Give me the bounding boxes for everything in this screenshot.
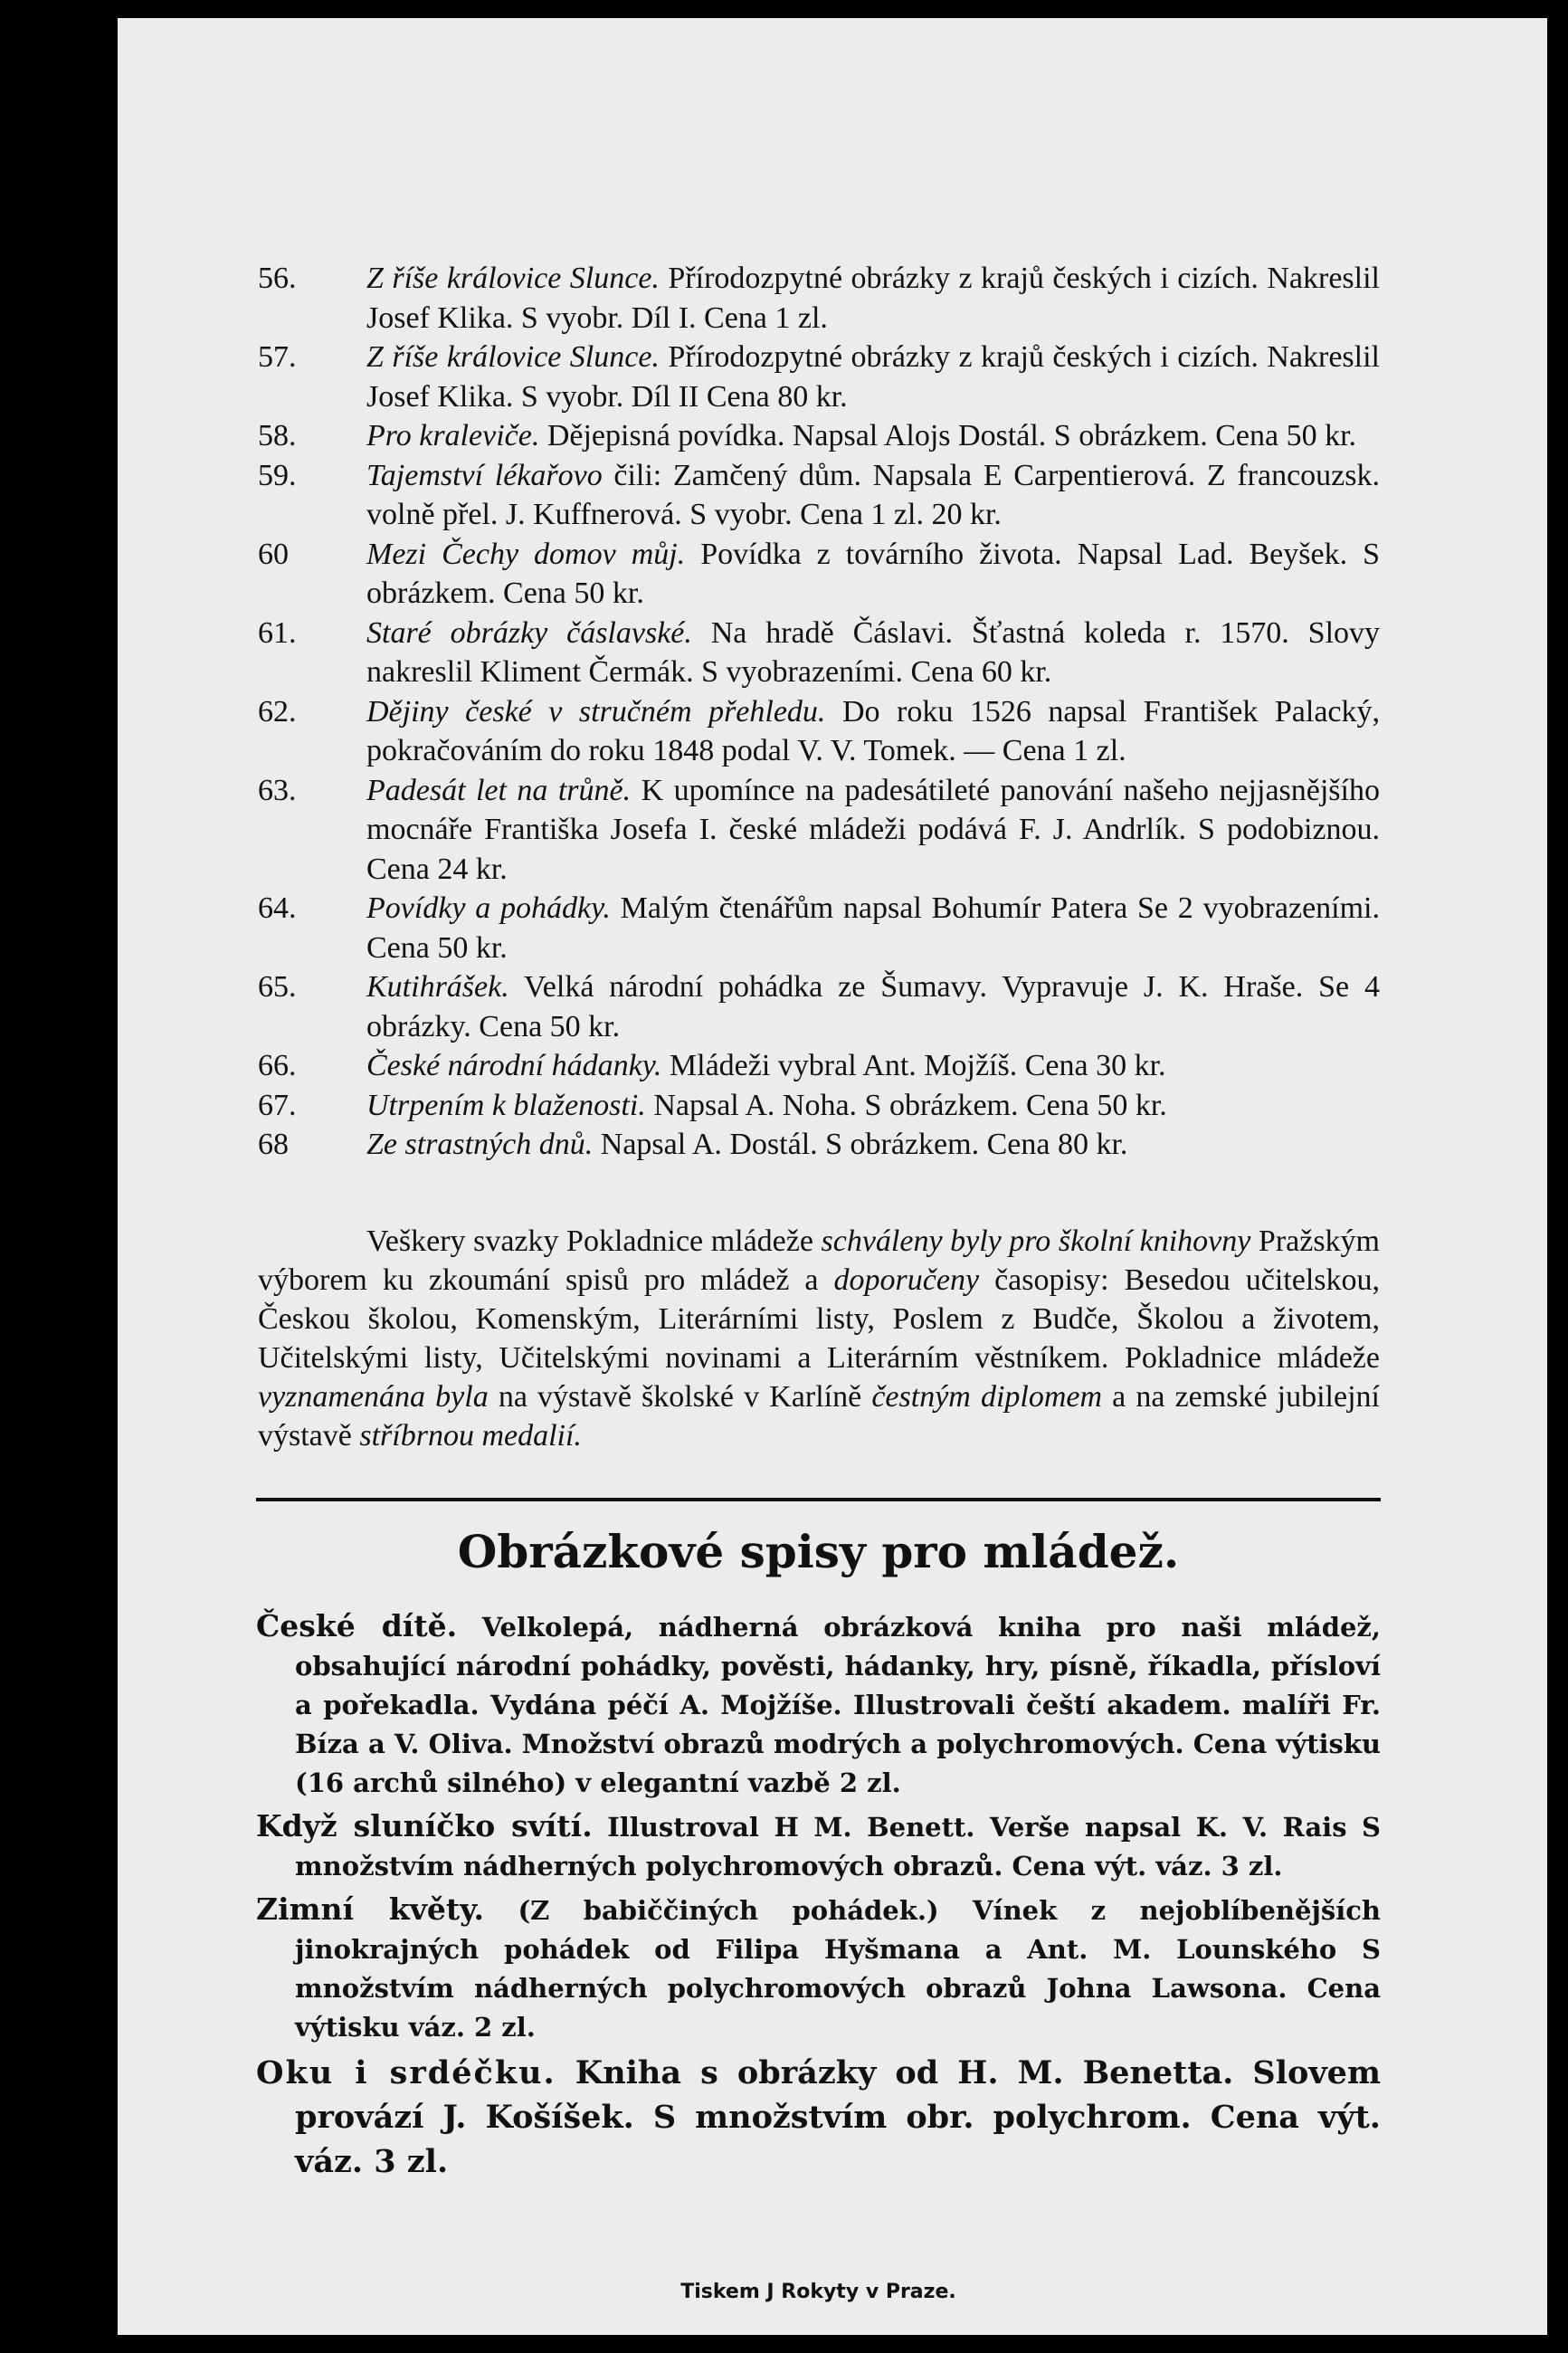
entry-number: 67. [258, 1088, 297, 1122]
section-heading: Obrázkové spisy pro mládež. [457, 1525, 1180, 1578]
catalog-entry [258, 416, 1380, 456]
note-emphasis: vyznamenána byla [258, 1380, 489, 1414]
catalog-entry [258, 259, 1380, 338]
approval-note [258, 1222, 1380, 1455]
entry-title: Povídky a pohádky. [366, 891, 611, 925]
note-text: Pražským výborem ku zkoumání spisů pro mládež a [258, 1224, 1380, 1297]
entry-title: Z říše královice Slunce. [366, 340, 660, 374]
book-entry [256, 2051, 1381, 2184]
note-emphasis: schváleny byly pro školní knihovny [821, 1224, 1251, 1258]
catalog-entries [258, 259, 1380, 1165]
entry-number: 63. [258, 773, 297, 807]
picture-books-list [256, 1606, 1381, 2187]
entry-number: 64. [258, 891, 297, 925]
entry-text: čili: Zamčený dům. Napsala E Carpentierová. Z francouzsk. volně přel. J. Kuffnerová. S vyobr. Cena 1 zl. 20 kr. [366, 458, 1381, 531]
entry-number: 68 [258, 1128, 289, 1161]
entry-number: 57. [258, 340, 297, 374]
entry-text: Přírodozpytné obrázky z krajů českých i cizích. Nakreslil Josef Klika. S vyobr. Díl II Cena 80 kr. [366, 340, 1381, 414]
entry-title: Z říše královice Slunce. [366, 262, 660, 295]
entry-title: Staré obrázky čáslavské. [366, 615, 692, 650]
entry-number: 65. [258, 970, 297, 1004]
entry-number: 59. [258, 458, 297, 492]
entry-text: Do roku 1526 napsal František Palacký, pokračováním do roku 1848 podal V. V. Tomek. — Cena 1 zl. [366, 694, 1380, 767]
entry-title: České národní hádanky. [366, 1049, 662, 1082]
entry-text: Přírodozpytné obrázky z krajů českých i cizích. Nakreslil Josef Klika. S vyobr. Díl I. Cena 1 zl. [366, 262, 1381, 335]
entry-number: 61. [258, 615, 297, 650]
entry-text: Napsal A. Dostál. S obrázkem. Cena 80 kr. [593, 1128, 1128, 1161]
book-entry [256, 1806, 1381, 1886]
entry-title: Dějiny české v stručném přehledu. [366, 694, 826, 729]
entry-text: Povídka z továrního života. Napsal Lad. Beyšek. S obrázkem. Cena 50 kr. [366, 537, 1380, 610]
entry-number: 62. [258, 694, 297, 729]
catalog-entry [258, 535, 1380, 614]
entry-title: Padesát let na trůně. [366, 773, 632, 807]
book-title: České dítě. [256, 1608, 458, 1643]
entry-text: Dějepisná povídka. Napsal Alojs Dostál. S obrázkem. Cena 50 kr. [539, 419, 1357, 452]
note-text: časopisy: Besedou učitelskou, Českou školou, Komenským, Literárními listy, Poslem z Budče, Školou a životem, Učitelskými listy, Učitelskými novinami a Literárním věstníkem. Pokladnice mládeže [258, 1263, 1380, 1375]
entry-number: 56. [258, 262, 297, 295]
entry-title: Pro kraleviče. [366, 419, 540, 452]
catalog-entry [258, 1046, 1380, 1086]
book-entry [256, 1890, 1381, 2047]
entry-number: 58. [258, 419, 297, 452]
catalog-entry [258, 1125, 1380, 1165]
entry-number: 60 [258, 537, 289, 571]
note-emphasis: stříbrnou medalií. [359, 1419, 582, 1453]
catalog-entry [258, 771, 1380, 890]
entry-title: Mezi Čechy domov můj. [366, 537, 686, 571]
book-title: Zimní květy. [256, 1891, 485, 1927]
entry-text: Napsal A. Noha. S obrázkem. Cena 50 kr. [645, 1088, 1167, 1122]
book-title: Oku i srdéčku. [256, 2054, 556, 2091]
book-entry [256, 1606, 1381, 1803]
note-text: Veškery svazky Pokladnice mládeže [366, 1224, 822, 1258]
entry-text: Mládeži vybral Ant. Mojžíš. Cena 30 kr. [661, 1049, 1166, 1082]
entry-text: K upomínce na padesátileté panování našeho nejjasnějšího mocnáře Františka Josefa I. české mládeži podává F. J. Andrlík. S podobiznou. Cena 24 kr. [366, 773, 1380, 886]
catalog-entry [258, 614, 1380, 692]
entry-title: Ze strastných dnů. [366, 1128, 594, 1161]
book-text: Kniha s obrázky od H. M. Benetta. Slovem provází J. Košíšek. S množstvím obr. polychrom. Cena výt. váz. 3 zl. [295, 2054, 1381, 2180]
catalog-entry [258, 967, 1380, 1046]
entry-number: 66. [258, 1049, 297, 1082]
catalog-entry [258, 338, 1380, 416]
book-text: Velkolepá, nádherná obrázková kniha pro naši mládež, obsahující národní pohádky, pověsti, hádanky, hry, písně, říkadla, přísloví a pořekadla. Vydána péčí A. Mojžíše. Illustrovali čeští akadem. malíři Fr. Bíza a V. Oliva. Množství obrazů modrých a polychromových. Cena výtisku (16 archů silného) v elegantní vazbě 2 zl. [295, 1612, 1381, 1798]
entry-title: Tajemství lékařovo [366, 458, 603, 492]
section-divider [256, 1498, 1381, 1501]
note-text: a na zemské jubilejní výstavě [258, 1380, 1380, 1453]
catalog-entry [258, 692, 1380, 771]
catalog-entry [258, 889, 1380, 967]
catalog-entry [258, 456, 1380, 535]
printer-imprint: Tiskem J Rokyty v Praze. [680, 2281, 956, 2303]
note-emphasis: čestným diplomem [871, 1380, 1103, 1414]
entry-title: Kutihrášek. [366, 970, 509, 1004]
book-text: (Z babiččiných pohádek.) Vínek z nejoblíbenějších jinokrajných pohádek od Filipa Hyšmana a Ant. M. Lounského S množstvím nádherných polychromových obrazů Johna Lawsona. Cena výtisku váz. 2 zl. [295, 1895, 1382, 2043]
book-text: Illustroval H M. Benett. Verše napsal K. V. Rais S množstvím nádherných polychromových obrazů. Cena výt. váz. 3 zl. [295, 1812, 1381, 1881]
entry-text: Na hradě Čáslavi. Šťastná koleda r. 1570. Slovy nakreslil Kliment Čermák. S vyobrazeními. Cena 60 kr. [366, 615, 1381, 689]
entry-text: Malým čtenářům napsal Bohumír Patera Se 2 vyobrazeními. Cena 50 kr. [366, 891, 1381, 965]
book-title: Když sluníčko svítí. [256, 1808, 593, 1843]
note-text: na výstavě školské v Karlíně [488, 1380, 872, 1414]
catalog-entry [258, 1086, 1380, 1126]
note-emphasis: doporučeny [833, 1263, 980, 1297]
entry-title: Utrpením k blaženosti. [366, 1088, 646, 1122]
entry-text: Velká národní pohádka ze Šumavy. Vypravuje J. K. Hraše. Se 4 obrázky. Cena 50 kr. [366, 970, 1380, 1043]
